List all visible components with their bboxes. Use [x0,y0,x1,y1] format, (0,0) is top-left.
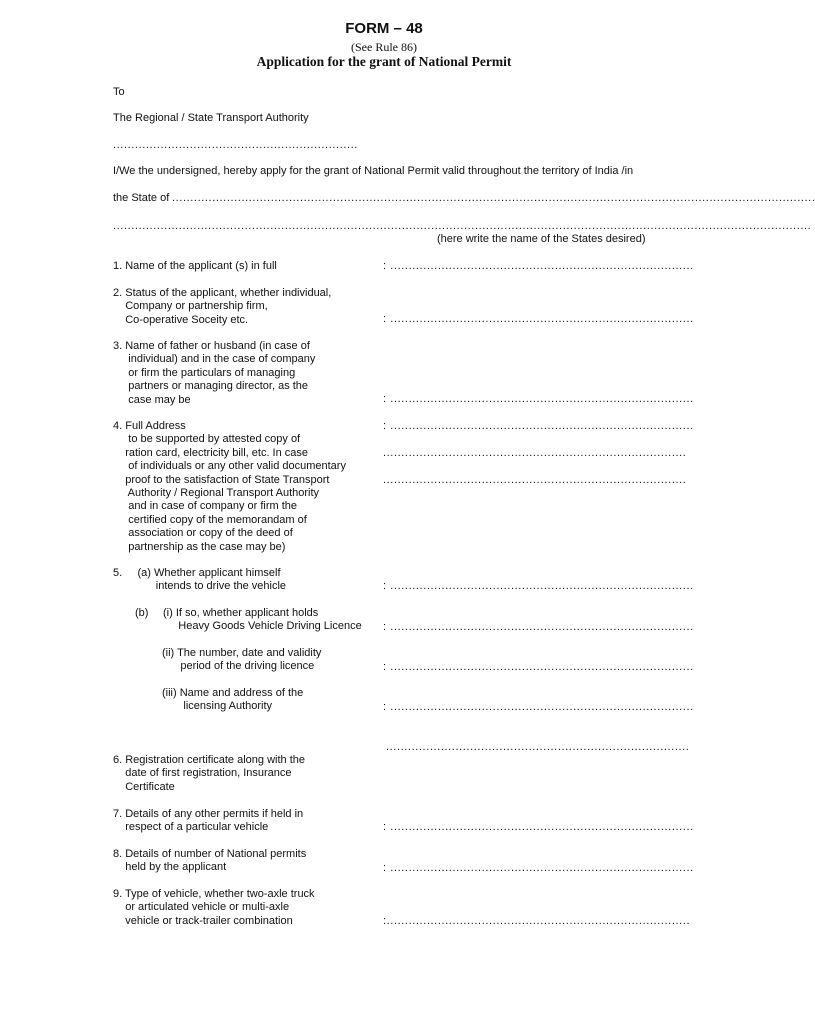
q1-label: 1. Name of the applicant (s) in full [113,260,277,272]
q7-label: 7. Details of any other permits if held in respect of a particular vehicle [113,808,304,834]
q6-label: 6. Registration certificate along with the date of first registration, Insurance Certificate [113,754,305,793]
q4-answer-2[interactable]: ................................................................................... [383,447,687,459]
q7-answer[interactable]: : ................................................................................... [383,821,694,833]
q5b-iii-label: (iii) Name and address of the licensing Authority [162,687,304,713]
q4-answer-3[interactable]: ................................................................................... [383,474,687,486]
states-blank-2[interactable]: ............................................................................................................................................................................................... [113,220,812,232]
q2-label: 2. Status of the applicant, whether individual, Company or partnership firm, Co-operative Soceity etc. [113,287,332,326]
q2-answer[interactable]: : ................................................................................... [383,313,694,325]
q3-answer[interactable]: : ................................................................................... [383,393,694,405]
form-title: Application for the grant of National Permit [256,54,512,69]
q5a-answer[interactable]: : ................................................................................... [383,580,694,592]
intro-line: I/We the undersigned, hereby apply for the grant of National Permit valid throughout the territory of India /in [113,165,634,177]
q5b-ii-answer[interactable]: : ................................................................................... [383,661,694,673]
q5b-label: (b) [135,607,149,619]
authority-label: The Regional / State Transport Authority [113,112,309,124]
q8-label: 8. Details of number of National permits held by the applicant [113,848,307,874]
q4-label: 4. Full Address to be supported by attested copy of ration card, electricity bill, etc. In case of individuals or any other valid documentary proof to the satisfaction of State Transport Authority / Regional Transport Authority and in case of company or firm the certified copy of the memorandam of association or copy of the deed of partnership as the case may be) [113,420,346,553]
q5b-iii-answer[interactable]: : ................................................................................... [383,701,694,713]
q4-answer-1[interactable]: : ................................................................................... [383,420,694,432]
state-label: the State of [113,192,170,204]
states-note: (here write the name of the States desired) [437,233,646,245]
q9-answer[interactable]: :................................................................................... [383,915,691,927]
q5a-label: 5. (a) Whether applicant himself intends to drive the vehicle [113,567,287,593]
q1-answer[interactable]: : ................................................................................... [383,260,694,272]
form-number: FORM – 48 [345,20,423,37]
rule-reference: (See Rule 86) [351,40,417,54]
q5b-ii-label: (ii) The number, date and validity period of the driving licence [162,647,322,673]
q5b-i-answer[interactable]: : ................................................................................... [383,621,694,633]
q5b-iii-answer-2[interactable]: ................................................................................... [386,741,690,753]
to-label: To [113,86,125,98]
q5b-i-label: (i) If so, whether applicant holds Heavy Goods Vehicle Driving Licence [163,607,362,633]
q8-answer[interactable]: : ................................................................................... [383,862,694,874]
authority-blank[interactable]: ................................................................... [113,139,358,151]
q9-label: 9. Type of vehicle, whether two-axle truck or articulated vehicle or multi-axle vehicle or track-trailer combination [113,888,315,927]
state-blank[interactable]: ................................................................................................................................................................................ [172,192,815,204]
q3-label: 3. Name of father or husband (in case of individual) and in the case of company or firm the particulars of managing partners or managing director, as the case may be [113,340,316,406]
